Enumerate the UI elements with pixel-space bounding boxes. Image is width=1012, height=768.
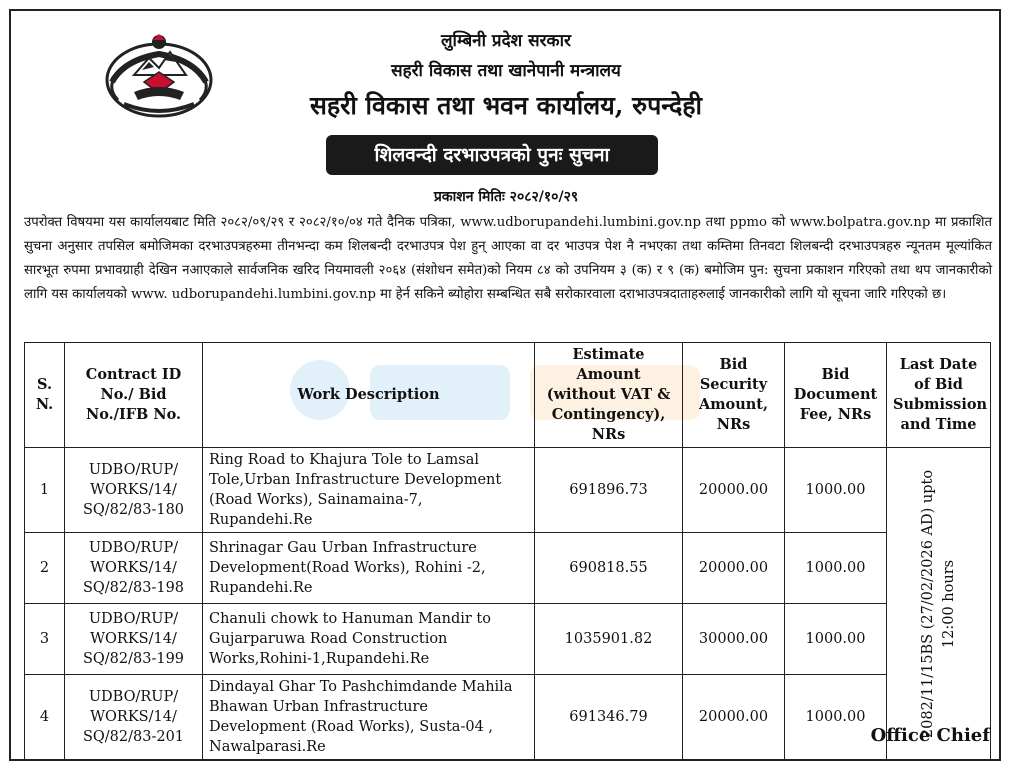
cell-estimate: 690818.55 [535,533,683,604]
cell-estimate: 691346.79 [535,675,683,760]
cell-fee: 1000.00 [785,533,887,604]
col-header-fee: Bid Document Fee, NRs [785,343,887,448]
cell-security: 30000.00 [683,604,785,675]
publication-date: प्रकाशन मितिः २०८२/१०/२९ [433,189,579,205]
cell-sn: 1 [25,448,65,533]
col-header-estimate: Estimate Amount (without VAT & Contingency), NRs [535,343,683,448]
cell-fee: 1000.00 [785,448,887,533]
cell-sn: 3 [25,604,65,675]
cell-fee: 1000.00 [785,604,887,675]
col-header-work: Work Description [203,343,535,448]
header-ministry: सहरी विकास तथा खानेपानी मन्त्रालय [391,61,621,81]
cell-security: 20000.00 [683,675,785,760]
cell-sn: 4 [25,675,65,760]
notice-title-banner: शिलवन्दी दरभाउपत्रको पुनः सुचना [326,135,658,175]
cell-contract: UDBO/RUP/ WORKS/14/ SQ/82/83-180 [65,448,203,533]
office-chief-signature: Office Chief [870,725,990,746]
cell-estimate: 1035901.82 [535,604,683,675]
cell-contract: UDBO/RUP/ WORKS/14/ SQ/82/83-201 [65,675,203,760]
cell-estimate: 691896.73 [535,448,683,533]
header-province: लुम्बिनी प्रदेश सरकार [441,31,571,51]
cell-work: Dindayal Ghar To Pashchimdande Mahila Bhawan Urban Infrastructure Development (Road Works), Susta-04 , Nawalparasi.Re [203,675,535,760]
cell-fee: 1000.00 [785,675,887,760]
cell-deadline [887,448,991,760]
table-row [25,448,991,533]
col-header-security: Bid Security Amount, NRs [683,343,785,448]
notice-body-text: उपरोक्त विषयमा यस कार्यालयबाट मिति २०८२/०९/२९ र २०८२/१०/०४ गते दैनिक पत्रिका, www.udborupandehi.lumbini.gov.np तथा ppmo को www.bolpatra.gov.np मा प्रकाशित सुचना अनुसार तपसिल बमोजिमका दरभाउपत्रहरुमा तीनभन्दा कम शिलबन्दी दरभाउपत्र पेश हुन् आएका वा दर भाउपत्र पेश नै नभएका तथा कम्तिमा तिनवटा शिलबन्दी दरभाउपत्रहरु न्यूनतम मूल्यांकित सारभूत रुपमा प्रभावग्राही देखिन नआएकाले सार्वजनिक खरिद नियमावली २०६४ (संशोधन समेत)को नियम ८४ को उपनियम ३ (क) र ९ (क) बमोजिम पुन: सुचना प्रकाशन गरिएको तथा थप जानकारीको लागि यस कार्यालयको www. udborupandehi.lumbini.gov.np मा हेर्न सकिने ब्योहोरा सम्बन्धित सबै सरोकारवाला दराभाउपत्रदाताहरुलाई जानकारीको लागि यो सूचना जारि गरिएको छ। [24,215,992,302]
deadline-date: 2082/11/15BS (27/02/2026 AD) upto [919,469,936,738]
col-header-sn: S. N. [25,343,65,448]
deadline-time: 12:00 hours [940,559,957,648]
col-header-deadline: Last Date of Bid Submission and Time [887,343,991,448]
cell-security: 20000.00 [683,533,785,604]
cell-security: 20000.00 [683,448,785,533]
cell-contract: UDBO/RUP/ WORKS/14/ SQ/82/83-198 [65,533,203,604]
cell-work: Ring Road to Khajura Tole to Lamsal Tole,Urban Infrastructure Development (Road Works), Sainamaina-7, Rupandehi.Re [203,448,535,533]
deadline-text [918,469,960,737]
cell-work: Shrinagar Gau Urban Infrastructure Development(Road Works), Rohini -2, Rupandehi.Re [203,533,535,604]
cell-work: Chanuli chowk to Hanuman Mandir to Gujarparuwa Road Construction Works,Rohini-1,Rupandehi.Re [203,604,535,675]
table-row [25,604,991,675]
col-header-contract: Contract ID No./ Bid No./IFB No. [65,343,203,448]
table-row [25,675,991,760]
cell-contract: UDBO/RUP/ WORKS/14/ SQ/82/83-199 [65,604,203,675]
header-office: सहरी विकास तथा भवन कार्यालय, रुपन्देही [309,91,703,120]
table-header-row [25,343,991,448]
cell-sn: 2 [25,533,65,604]
table-row [25,533,991,604]
bid-table [24,342,991,760]
bid-table-container [24,342,990,760]
